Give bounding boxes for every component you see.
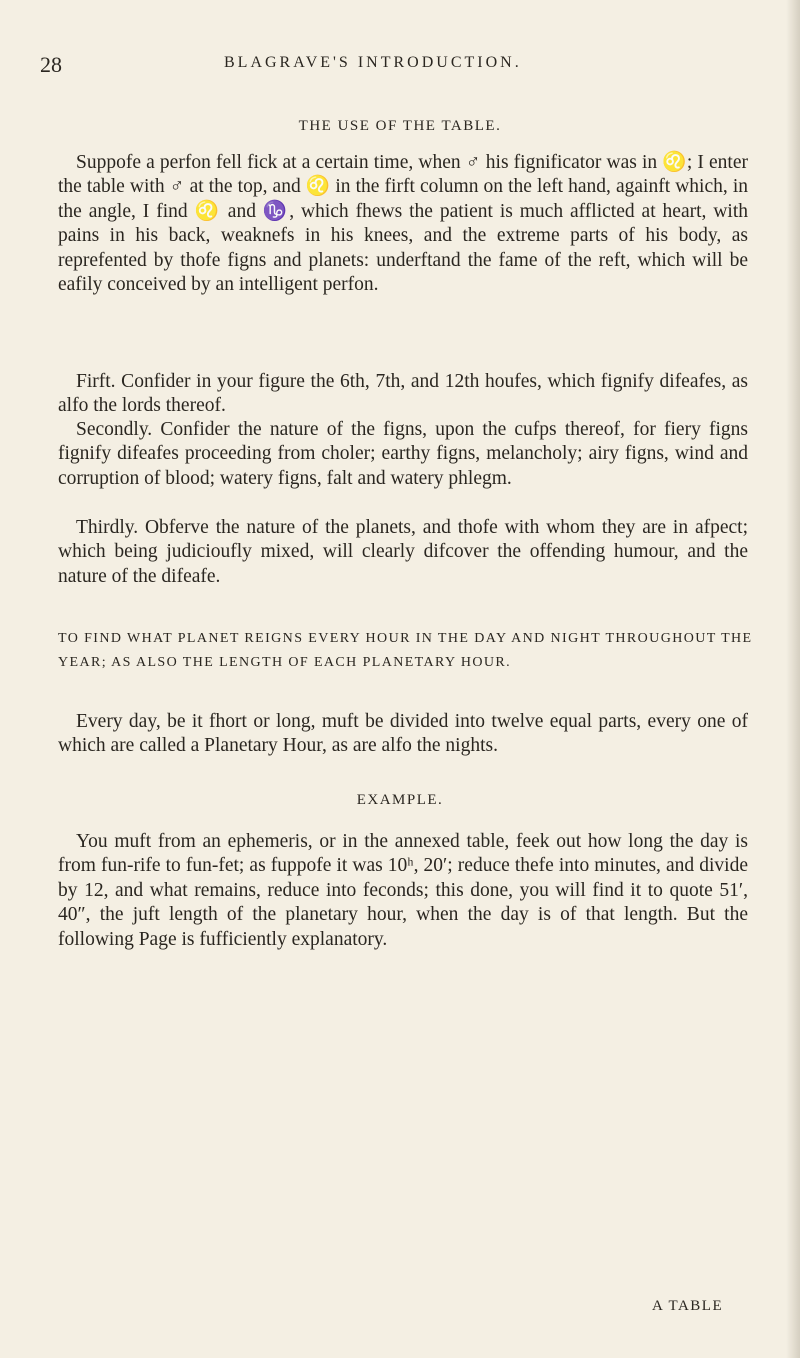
body-paragraph: Firft. Confider in your figure the 6th, 7th, and 12th houfes, which fignify difeafes, as alfo the lords thereof. — [58, 371, 748, 417]
body-paragraph: Secondly. Confider the nature of the figns, upon the cufps thereof, for fiery figns fignify difeafes proceeding from choler; earthy figns, melancholy; airy figns, wind and corruption of blood; watery figns, falt and watery phlegm. — [58, 419, 748, 489]
body-paragraph: You muft from an ephemeris, or in the annexed table, feek out how long the day is from fun-rife to fun-fet; as fuppofe it was 10ʰ, 20′; reduce thefe into minutes, and divide by 12, and what remains, reduce into feconds; this done, you will find it to quote 51′, 40″, the juft length of the planetary hour, when the day is of that length. But the following Page is fufficiently explanatory. — [58, 831, 748, 950]
catchword: A TABLE — [652, 1298, 724, 1314]
body-paragraph: Suppofe a perfon fell fick at a certain time, when ♂ his fignificator was in ♌; I enter the table with ♂ at the top, and ♌ in the firft column on the left hand, againft which, in the angle, I find ♌ and ♑, which fhews the patient is much afflicted at heart, with pains in his back, weaknefs in his knees, and the extreme parts of his body, as reprefented by thofe figns and planets: underftand the fame of the reft, which will be eafily conceived by an intelligent perfon. — [58, 152, 748, 296]
page-edge — [786, 0, 800, 1358]
page-number: 28 — [40, 52, 62, 77]
page-header — [0, 44, 800, 84]
section-heading: TO FIND WHAT PLANET REIGNS EVERY HOUR IN THE DAY AND NIGHT THROUGHOUT THE YEAR; AS ALSO THE LENGTH OF EACH PLANETARY HOUR. — [58, 631, 753, 670]
running-title: BLAGRAVE'S INTRODUCTION. — [224, 54, 522, 71]
body-paragraph: Thirdly. Obferve the nature of the planets, and thofe with whom they are in afpect; which being judicioufly mixed, will clearly difcover the offending humour, and the nature of the difeafe. — [58, 517, 748, 587]
section-title: THE USE OF THE TABLE. — [298, 118, 502, 134]
body-paragraph: Every day, be it fhort or long, muft be divided into twelve equal parts, every one of which are called a Planetary Hour, as are alfo the nights. — [58, 711, 748, 757]
example-title: EXAMPLE. — [356, 792, 444, 808]
